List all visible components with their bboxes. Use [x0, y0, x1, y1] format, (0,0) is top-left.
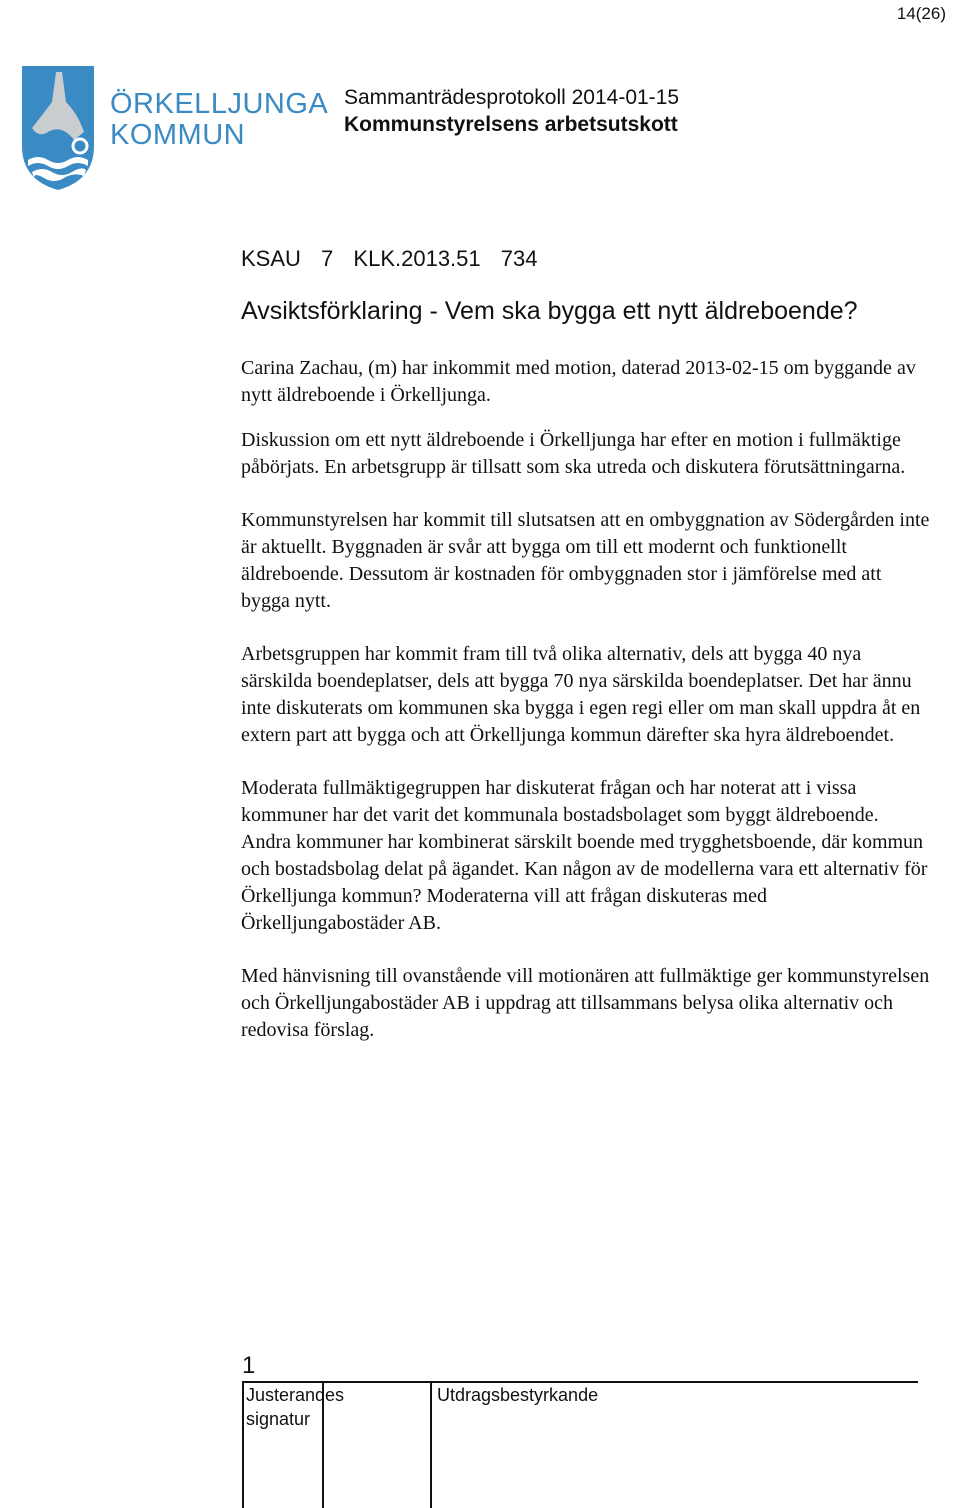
case-reference	[241, 246, 552, 272]
paragraph: Kommunstyrelsen har kommit till slutsatsen att en ombyggnation av Södergården inte är aktuellt. Byggnaden är svår att bygga om till ett modernt och funktionellt äldreboende. Dessutom är kostnaden för ombyggnaden stor i jämförelse med att bygga nytt.	[241, 509, 930, 612]
committee-name: Kommunstyrelsens arbetsutskott	[344, 113, 678, 136]
municipality-logo	[18, 62, 329, 192]
coat-of-arms-icon	[18, 62, 98, 192]
klk-number: KLK.2013.51	[353, 246, 481, 271]
footer-page-number: 1	[242, 1352, 256, 1379]
page-number: 14(26)	[896, 4, 946, 23]
paragraph: Arbetsgruppen har kommit fram till två olika alternativ, dels att bygga 40 nya särskilda boendeplatser, dels att bygga 70 nya särskilda boendeplatser. Det har ännu inte diskuterats om kommunen ska bygga i egen regi eller om man skall uppdra åt en extern part att bygga och att Örkelljunga kommun därefter ska hyra äldreboendet.	[241, 643, 921, 746]
paragraph: Moderata fullmäktigegruppen har diskuterat frågan och har noterat att i vissa kommuner har det varit det kommunala bostadsbolaget som byggt äldreboende. Andra kommuner har kombinerat särskilt boende med trygghetsboende, där kommun och bostadsbolag delat på ägandet. Kan någon av de modellerna vara ett alternativ för Örkelljunga kommun? Moderaterna vill att frågan diskuteras med Örkelljungabostäder AB.	[241, 777, 928, 934]
case-number: 734	[500, 246, 538, 271]
utdragsbestyrkande-label: Utdragsbestyrkande	[437, 1385, 599, 1405]
ksau-label: KSAU	[241, 246, 301, 271]
section-number: 7	[321, 246, 334, 271]
paragraph: Diskussion om ett nytt äldreboende i Örkelljunga har efter en motion i fullmäktige påbörjats. En arbetsgrupp är tillsatt som ska utreda och diskutera förutsättningarna.	[241, 429, 906, 478]
paragraph: Carina Zachau, (m) har inkommit med motion, daterad 2013-02-15 om byggande av nytt äldreboende i Örkelljunga.	[241, 357, 916, 406]
paragraph: Med hänvisning till ovanstående vill motionären att fullmäktige ger kommunstyrelsen och Örkelljungabostäder AB i uppdrag att tillsammans belysa olika alternativ och redovisa förslag.	[241, 965, 930, 1041]
signatur-label: signatur	[246, 1409, 311, 1429]
body-text	[241, 355, 931, 1070]
logo-text-line2: KOMMUN	[110, 119, 246, 151]
signature-divider	[430, 1383, 432, 1508]
logo-text-line1: ÖRKELLJUNGA	[110, 88, 329, 120]
document-header	[344, 84, 679, 138]
case-title: Avsiktsförklaring - Vem ska bygga ett nytt äldreboende?	[241, 297, 858, 325]
justerandes-signatur-label	[246, 1383, 344, 1431]
justerandes-label: Justerandes	[246, 1385, 345, 1405]
protocol-title: Sammanträdesprotokoll 2014-01-15	[344, 86, 680, 109]
